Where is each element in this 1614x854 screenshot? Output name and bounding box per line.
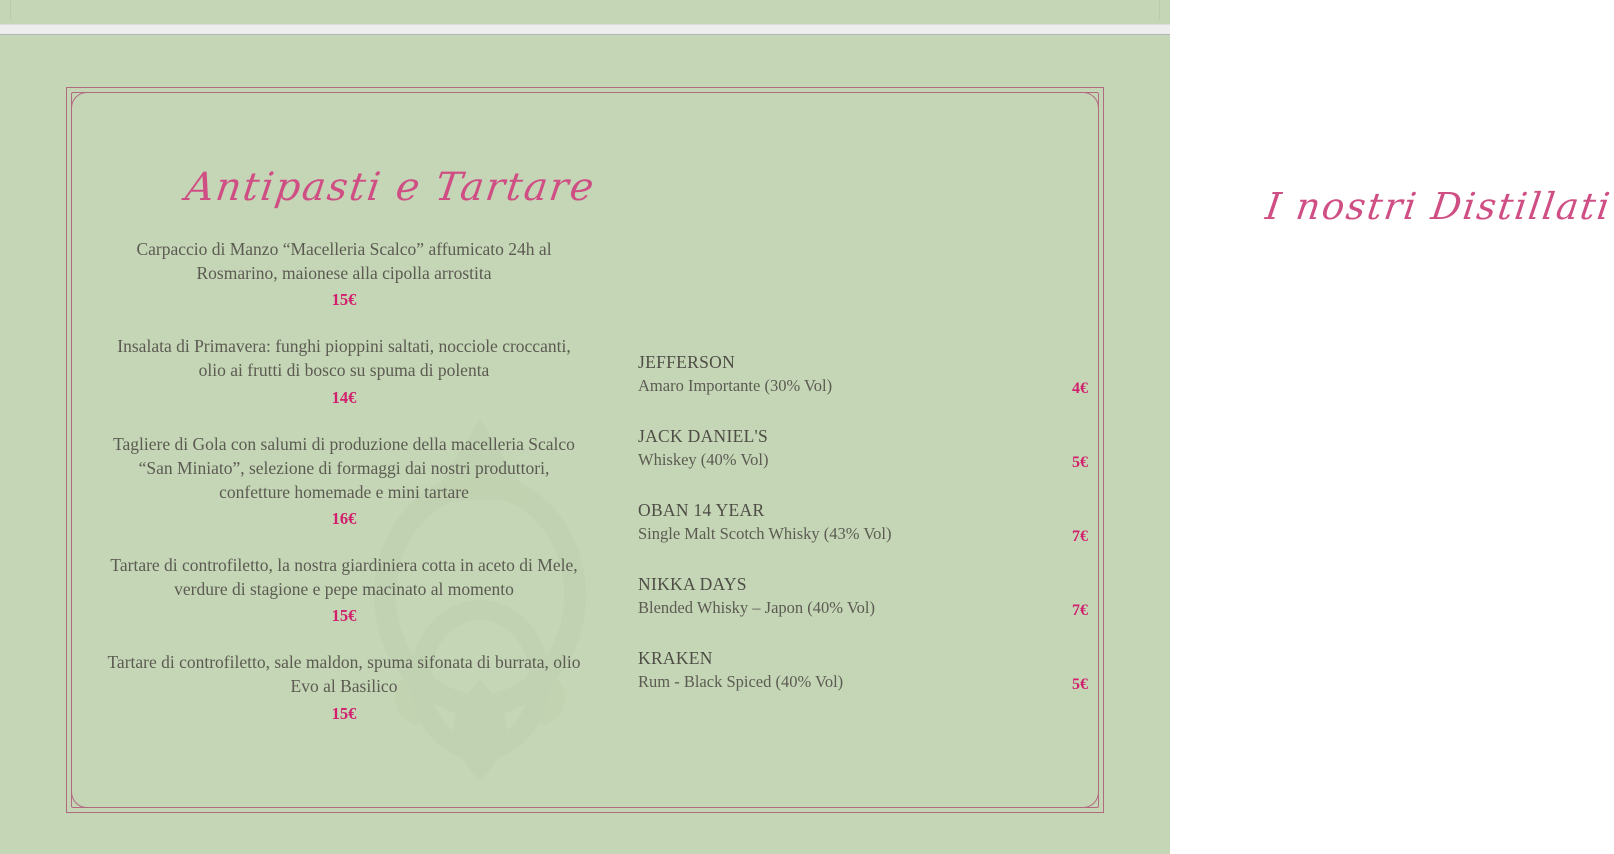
spirit-name: NIKKA DAYS bbox=[638, 574, 747, 594]
list-item bbox=[84, 237, 604, 310]
dish-price: 15€ bbox=[331, 290, 357, 310]
dish-price: 14€ bbox=[331, 387, 357, 407]
menu-content bbox=[66, 87, 1614, 813]
spirit-price: 5€ bbox=[1072, 454, 1088, 471]
page-gap bbox=[0, 25, 1170, 34]
spirit-description: Single Malt Scotch Whisky (43% Vol) bbox=[638, 523, 892, 543]
antipasti-list bbox=[84, 237, 604, 748]
spirit-price: 7€ bbox=[1072, 602, 1088, 619]
spirit-name: JACK DANIEL'S bbox=[638, 426, 769, 446]
spirit-name: KRAKEN bbox=[638, 648, 713, 668]
spirit-description: Blended Whisky – Japon (40% Vol) bbox=[638, 597, 875, 617]
spirit-price: 4€ bbox=[1072, 380, 1088, 397]
list-item bbox=[638, 574, 1088, 620]
dish-name: Tagliere di Gola con salumi di produzione della macelleria Scalco “San Miniato”, selezione di formaggi dai nostri produttori, confetture homemade e mini tartare bbox=[113, 433, 575, 502]
dish-name: Tartare di controfiletto, la nostra giardiniera cotta in aceto di Mele, verdure di stagione e pepe macinato al momento bbox=[110, 554, 578, 600]
distillati-column bbox=[606, 87, 1614, 813]
distillati-section-title: I nostri Distillati bbox=[1262, 185, 1614, 228]
spirit-description: Amaro Importante (30% Vol) bbox=[638, 375, 833, 395]
dish-price: 15€ bbox=[331, 703, 357, 723]
dish-name: Carpaccio di Manzo “Macelleria Scalco” affumicato 24h al Rosmarino, maionese alla cipolla arrostita bbox=[136, 239, 552, 284]
spirit-name: JEFFERSON bbox=[638, 352, 736, 372]
spirit-price: 5€ bbox=[1072, 676, 1088, 693]
list-item bbox=[84, 432, 604, 529]
list-item bbox=[84, 334, 604, 407]
spirit-description: Whiskey (40% Vol) bbox=[638, 449, 769, 469]
antipasti-column bbox=[66, 87, 606, 813]
list-item bbox=[638, 648, 1088, 694]
dish-name: Insalata di Primavera: funghi pioppini saltati, nocciole croccanti, olio ai frutti di bosco su spuma di polenta bbox=[117, 336, 571, 381]
list-item bbox=[638, 352, 1088, 398]
antipasti-section-title: Antipasti e Tartare bbox=[182, 165, 599, 210]
list-item bbox=[638, 426, 1088, 472]
list-item bbox=[84, 650, 604, 723]
dish-name: Tartare di controfiletto, sale maldon, spuma sifonata di burrata, olio Evo al Basilico bbox=[107, 652, 581, 697]
spirit-description: Rum - Black Spiced (40% Vol) bbox=[638, 671, 844, 691]
spirit-name: OBAN 14 YEAR bbox=[638, 500, 765, 520]
distillati-list bbox=[638, 352, 1088, 722]
list-item bbox=[638, 500, 1088, 546]
list-item bbox=[84, 553, 604, 626]
previous-page-strip bbox=[0, 0, 1170, 25]
spirit-price: 7€ bbox=[1072, 528, 1088, 545]
menu-page bbox=[0, 34, 1614, 854]
previous-page-strip-inner bbox=[10, 0, 1160, 20]
dish-price: 16€ bbox=[331, 508, 357, 528]
dish-price: 15€ bbox=[331, 606, 357, 626]
